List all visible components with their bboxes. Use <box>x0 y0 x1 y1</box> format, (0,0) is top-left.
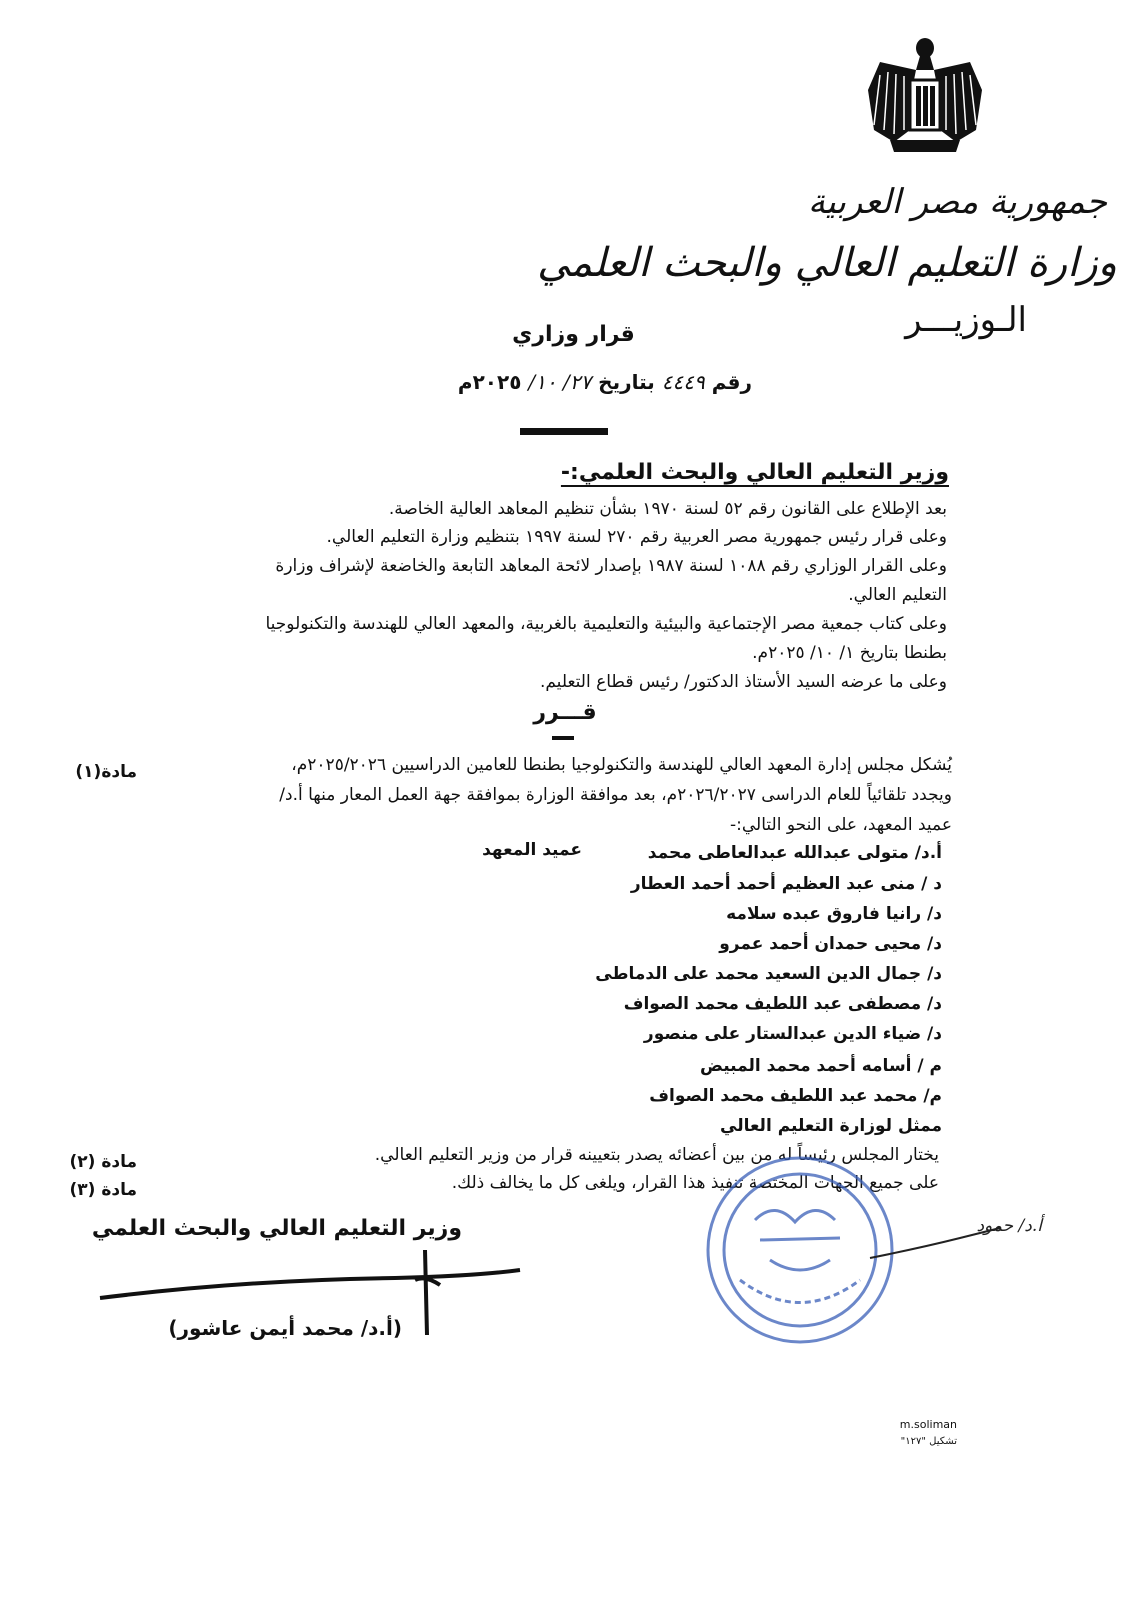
signatory-name: (أ.د/ محمد أيمن عاشور) <box>168 1316 402 1340</box>
article-2-text: يختار المجلس رئيساً له من بين أعضائه يصدر بتعيينه قرار من وزير التعليم العالي. <box>374 1145 939 1165</box>
preamble-line: وعلى القرار الوزاري رقم ١٠٨٨ لسنة ١٩٨٧ بإصدار لائحة المعاهد التابعة والخاضعة لإشراف وزارة <box>275 556 947 576</box>
preamble-line: وعلى كتاب جمعية مصر الإجتماعية والبيئية والتعليمية بالغربية، والمعهد العالي للهندسة والتكنولوجيا <box>265 614 947 634</box>
member-name: د/ محيى حمدان أحمد عمرو <box>719 934 942 954</box>
member-name: أ.د/ متولى عبدالله عبدالعاطى محمد <box>647 843 942 863</box>
decree-date-year: ٢٠٢٥م <box>457 370 522 394</box>
title-divider <box>520 428 608 435</box>
member-row <box>700 1056 942 1076</box>
member-name: د/ رانيا فاروق عبده سلامه <box>726 904 942 924</box>
egypt-eagle-emblem-icon <box>860 30 990 160</box>
initials-text: أ.د/ حمود <box>976 1216 1042 1236</box>
decree-date-label: بتاريخ <box>598 370 655 394</box>
member-name: د/ جمال الدين السعيد محمد على الدماطى <box>595 964 942 984</box>
member-row <box>720 1116 942 1136</box>
member-row <box>631 874 942 894</box>
signatory-title: وزير التعليم العالي والبحث العلمي <box>91 1216 462 1241</box>
member-role: عميد المعهد <box>482 840 582 860</box>
article-3-text: على جميع الجهات المختصة تنفيذ هذا القرار، ويلغى كل ما يخالف ذلك. <box>451 1173 939 1193</box>
member-row <box>719 934 942 954</box>
member-row <box>624 994 942 1014</box>
preamble-heading: وزير التعليم العالي والبحث العلمي:- <box>560 460 949 485</box>
member-name: ممثل لوزارة التعليم العالي <box>720 1116 942 1136</box>
decree-title: قرار وزاري <box>512 322 635 347</box>
decision-heading: قـــرر <box>533 700 597 725</box>
ministry-name: وزارة التعليم العالي والبحث العلمي <box>537 240 1117 286</box>
member-name: م/ محمد عبد اللطيف محمد الصواف <box>649 1086 942 1106</box>
decree-number-line <box>458 370 752 394</box>
preamble-line: وعلى قرار رئيس جمهورية مصر العربية رقم ٢٧٠ لسنة ١٩٩٧ بتنظيم وزارة التعليم العالي. <box>326 527 947 547</box>
footer-note: تشكيل "١٢٧" <box>900 1436 957 1447</box>
republic-name: جمهورية مصر العربية <box>807 182 1107 222</box>
minister-office: الـوزيـــر <box>905 300 1027 340</box>
footer-code: m.soliman <box>899 1418 957 1431</box>
member-name: د/ ضياء الدين عبدالستار على منصور <box>643 1024 942 1044</box>
member-name: د / منى عبد العظيم أحمد أحمد العطار <box>630 874 942 894</box>
decree-date-handwritten: ٢٧/ ١٠/ <box>528 370 592 394</box>
preamble-line: وعلى ما عرضه السيد الأستاذ الدكتور/ رئيس قطاع التعليم. <box>539 672 947 692</box>
decree-number-label: رقم <box>711 370 752 394</box>
member-row <box>595 964 942 984</box>
article-1-line: ويجدد تلقائياً للعام الدراسى ٢٠٢٦/٢٠٢٧م، بعد موافقة الوزارة بموافقة جهة العمل المعار منها أ.د/ <box>279 785 952 805</box>
article-2-label: مادة (٢) <box>69 1152 137 1172</box>
article-3-label: مادة (٣) <box>69 1180 137 1200</box>
article-1-line: يُشكل مجلس إدارة المعهد العالي للهندسة والتكنولوجيا بطنطا للعامين الدراسيين ٢٠٢٥/٢٠٢٦م، <box>291 755 952 775</box>
decree-number-value: ٤٤٤٩ <box>661 370 705 394</box>
member-row <box>649 1086 942 1106</box>
preamble-line: بعد الإطلاع على القانون رقم ٥٢ لسنة ١٩٧٠ بشأن تنظيم المعاهد العالية الخاصة. <box>388 499 947 519</box>
member-row <box>644 1024 942 1044</box>
preamble-line: التعليم العالي. <box>848 585 947 605</box>
member-row <box>648 843 942 863</box>
member-name: م / أسامه أحمد محمد المبيض <box>700 1056 942 1076</box>
member-row <box>726 904 942 924</box>
article-1-line: عميد المعهد، على النحو التالي:- <box>730 815 952 835</box>
preamble-line: بطنطا بتاريخ ١/ ١٠/ ٢٠٢٥م. <box>752 643 947 663</box>
decision-divider <box>552 736 574 740</box>
member-name: د/ مصطفى عبد اللطيف محمد الصواف <box>623 994 942 1014</box>
article-1-label: مادة(١) <box>75 762 137 782</box>
initials-signature <box>860 1208 1050 1268</box>
